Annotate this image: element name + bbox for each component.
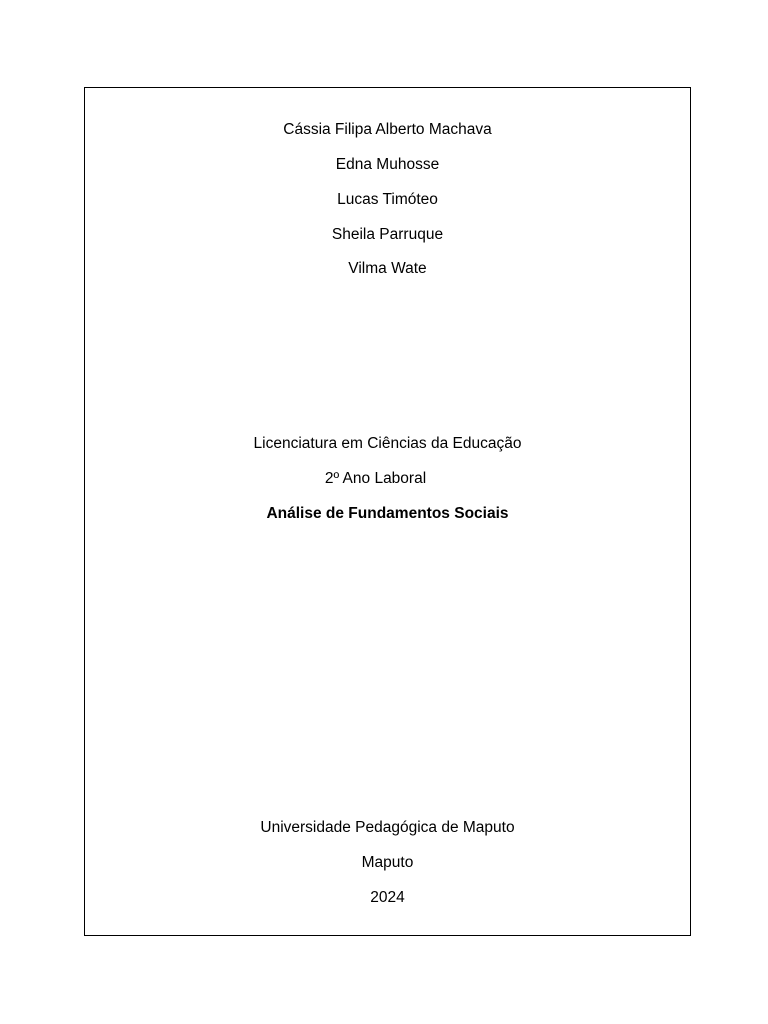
author-name: Sheila Parruque: [331, 226, 444, 243]
author-name: Vilma Wate: [348, 260, 427, 277]
institution-name: Universidade Pedagógica de Maputo: [260, 819, 515, 836]
author-name: Edna Muhosse: [335, 156, 440, 173]
city: Maputo: [361, 854, 414, 871]
document-title: Análise de Fundamentos Sociais: [266, 505, 509, 522]
cover-page: [84, 87, 691, 936]
course-name: Licenciatura em Ciências da Educação: [253, 435, 522, 452]
date: 2024: [370, 889, 405, 906]
author-name: Cássia Filipa Alberto Machava: [283, 121, 492, 138]
course-year: 2º Ano Laboral: [324, 470, 427, 487]
author-name: Lucas Timóteo: [337, 191, 438, 208]
